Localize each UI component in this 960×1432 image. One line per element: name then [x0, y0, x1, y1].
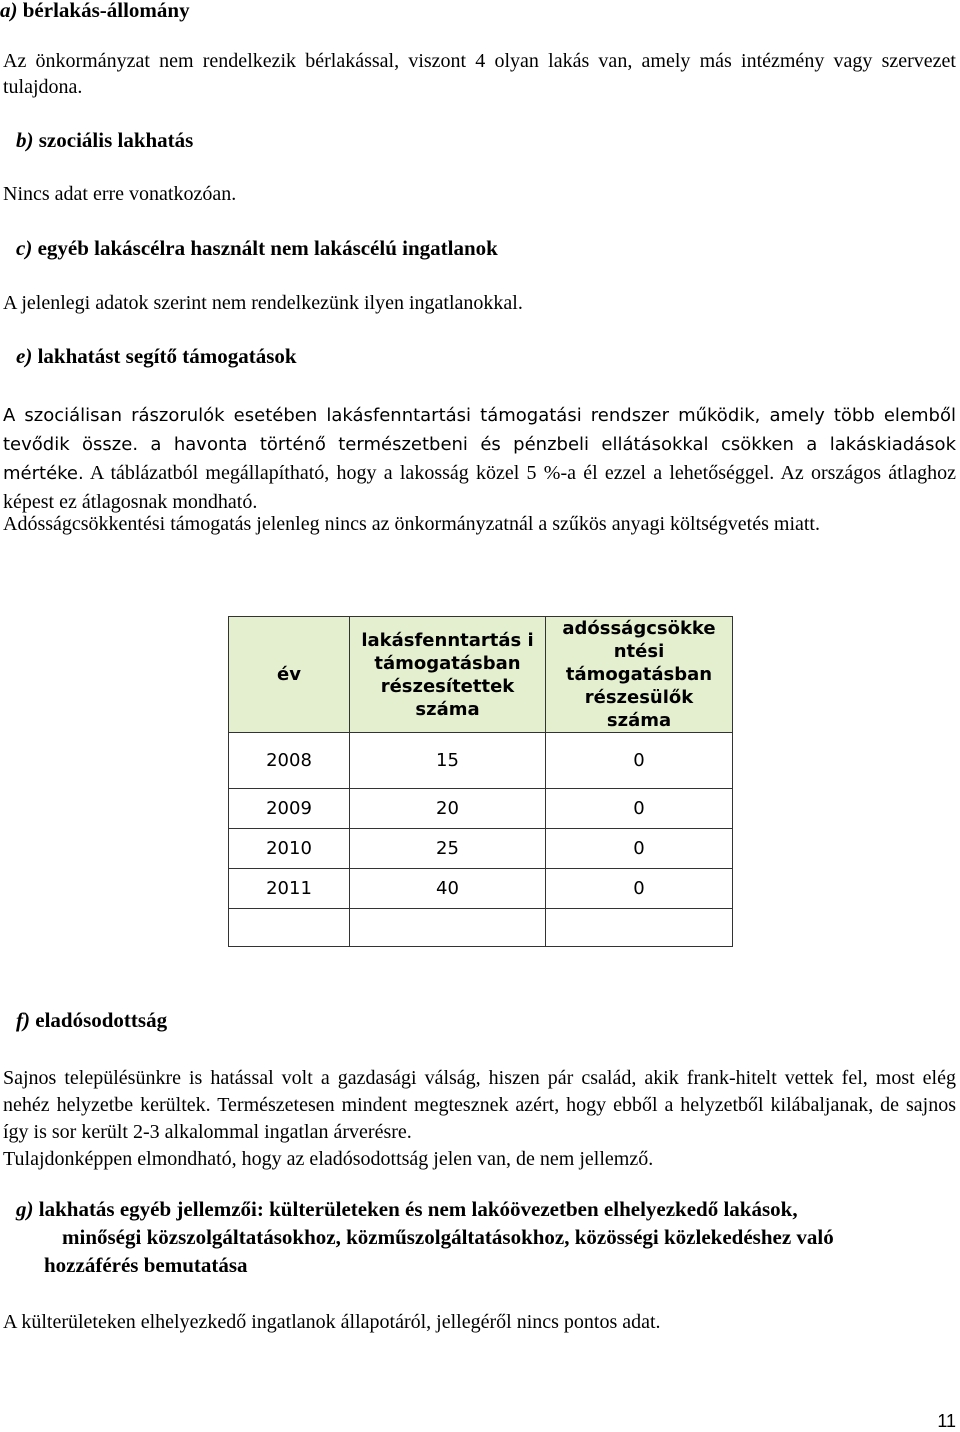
- table-cell-debt-reduction: [546, 909, 733, 947]
- section-a-text: Az önkormányzat nem rendelkezik bérlakással, viszont 4 olyan lakás van, amely más intézmény vagy szervezet tulajdona.: [3, 50, 956, 98]
- table-row: [229, 829, 733, 869]
- section-e-serif-text: A táblázatból megállapítható, hogy a lakosság közel 5 %-a él ezzel a lehetőséggel. Az országos átlaghoz képest ez átlagosnak mondható.: [3, 462, 956, 513]
- table-cell-year: [229, 909, 350, 947]
- section-b-heading: [16, 128, 193, 153]
- table-cell-year: 2008: [229, 733, 350, 789]
- section-f-text-2: Tulajdonképpen elmondható, hogy az eladósodottság jelen van, de nem jellemző.: [3, 1148, 654, 1170]
- section-a-title: bérlakás-állomány: [22, 0, 190, 22]
- section-e-paragraph-1: [3, 401, 956, 516]
- section-e-title: lakhatást segítő támogatások: [37, 344, 297, 368]
- page-number: 11: [937, 1411, 956, 1431]
- table-cell-year: 2011: [229, 869, 350, 909]
- table-row: [229, 733, 733, 789]
- section-b-title: szociális lakhatás: [38, 128, 194, 152]
- table-cell-year: 2009: [229, 789, 350, 829]
- table-cell-debt-reduction: 0: [546, 869, 733, 909]
- table-header-year: év: [229, 617, 350, 733]
- table-cell-housing-support: 15: [350, 733, 546, 789]
- section-e-marker: e): [16, 344, 33, 368]
- table-cell-housing-support: 40: [350, 869, 546, 909]
- section-f-text: Sajnos településünkre is hatással volt a gazdasági válság, hiszen pár család, akik frank-hitelt vettek fel, most elég nehéz helyzetbe kerültek. Természetesen mindent megtesznek azért, hogy ebből a helyzetből kilábaljanak, de sajnos így is sor került 2-3 alkalommal ingatlan árverésre.: [3, 1067, 956, 1143]
- section-g-title-line-3: hozzáférés bemutatása: [44, 1253, 248, 1277]
- table-cell-housing-support: 25: [350, 829, 546, 869]
- section-c-marker: c): [16, 236, 33, 260]
- section-e-heading: [16, 344, 297, 369]
- table-cell-housing-support: 20: [350, 789, 546, 829]
- table-cell-housing-support: [350, 909, 546, 947]
- support-table: [228, 616, 733, 947]
- table-cell-debt-reduction: 0: [546, 829, 733, 869]
- table-row: [229, 789, 733, 829]
- section-g-title-line-2: minőségi közszolgáltatásokhoz, közműszolgáltatásokhoz, közösségi közlekedéshez való: [62, 1225, 834, 1249]
- table-cell-year: 2010: [229, 829, 350, 869]
- table-header-row: [229, 617, 733, 733]
- table-header-housing-support: lakásfenntartás i támogatásban részesítettek száma: [350, 617, 546, 733]
- section-f-heading: [16, 1008, 167, 1033]
- section-g-line-1: [16, 1197, 798, 1222]
- section-a-heading: [0, 0, 190, 23]
- section-f-marker: f): [16, 1008, 30, 1032]
- table-cell-debt-reduction: 0: [546, 789, 733, 829]
- section-e-sans-text: A szociálisan rászorulók esetében lakásfenntartási támogatási rendszer működik, amely több elemből tevődik össze. a havonta történő természetbeni és pénzbeli ellátásokkal csökken a lakáskiadások mértéke.: [3, 405, 956, 484]
- table-row-empty: [229, 909, 733, 947]
- table-cell-debt-reduction: 0: [546, 733, 733, 789]
- section-g-text: A külterületeken elhelyezkedő ingatlanok állapotáról, jellegéről nincs pontos adat.: [3, 1311, 661, 1333]
- section-g-title-line-1: lakhatás egyéb jellemzői: külterületeken és nem lakóövezetben elhelyezkedő lakások,: [38, 1197, 798, 1221]
- section-b-text: Nincs adat erre vonatkozóan.: [3, 183, 237, 205]
- section-c-heading: [16, 236, 498, 261]
- section-c-title: egyéb lakáscélra használt nem lakáscélú ingatlanok: [37, 236, 498, 260]
- section-f-title: eladósodottság: [35, 1008, 168, 1032]
- section-e-paragraph-2: Adósságcsökkentési támogatás jelenleg nincs az önkormányzatnál a szűkös anyagi költségvetés miatt.: [3, 513, 820, 535]
- section-a-marker: a): [0, 0, 18, 22]
- section-g-marker: g): [16, 1197, 34, 1221]
- section-c-text: A jelenlegi adatok szerint nem rendelkezünk ilyen ingatlanokkal.: [3, 292, 523, 314]
- table-header-debt-reduction: adósságcsökke ntési támogatásban részesülők száma: [546, 617, 733, 733]
- table-row: [229, 869, 733, 909]
- section-b-marker: b): [16, 128, 34, 152]
